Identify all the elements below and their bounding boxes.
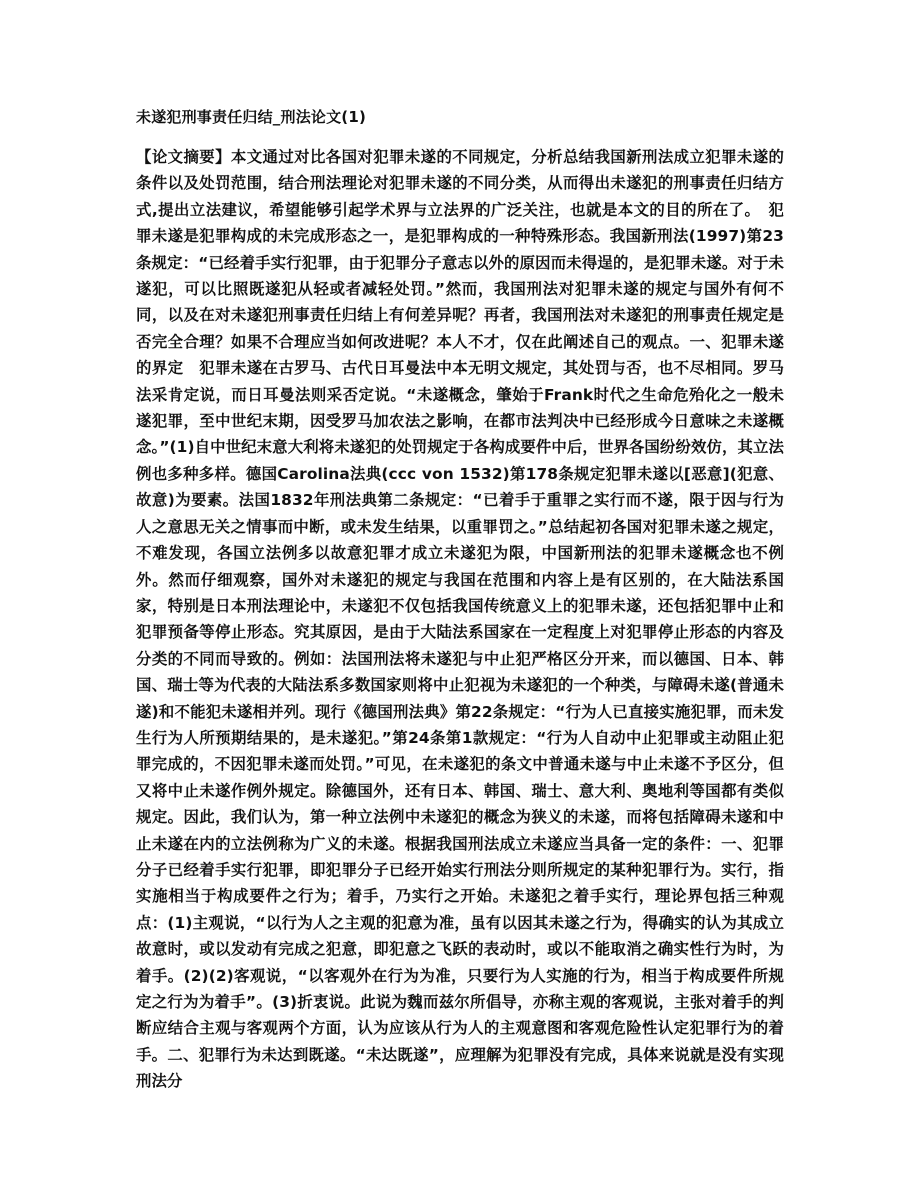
document-page <box>136 104 784 1095</box>
document-body: 【论文摘要】本文通过对比各国对犯罪未遂的不同规定，分析总结我国新刑法成立犯罪未遂的条件以及处罚范围，结合刑法理论对犯罪未遂的不同分类，从而得出未遂犯的刑事责任归结方式,提出立法建议，希望能够引起学术界与立法界的广泛关注，也就是本文的目的所在了。 犯罪未遂是犯罪构成的未完成形态之一，是犯罪构成的一种特殊形态。我国新刑法(1997)第23条规定：“已经着手实行犯罪，由于犯罪分子意志以外的原因而未得逞的，是犯罪未遂。对于未遂犯，可以比照既遂犯从轻或者减轻处罚。”然而，我国刑法对犯罪未遂的规定与国外有何不同，以及在对未遂犯刑事责任归结上有何差异呢？再者，我国刑法对未遂犯的刑事责任规定是否完全合理？如果不合理应当如何改进呢？本人不才，仅在此阐述自己的观点。一、犯罪未遂的界定 犯罪未遂在古罗马、古代日耳曼法中本无明文规定，其处罚与否，也不尽相同。罗马法采肯定说，而日耳曼法则采否定说。“未遂概念，肇始于Frank时代之生命危殆化之一般未遂犯罪，至中世纪末期，因受罗马加农法之影响，在都市法判决中已经形成今日意味之未遂概念。”(1)自中世纪末意大利将未遂犯的处罚规定于各构成要件中后，世界各国纷纷效仿，其立法例也多种多样。德国Carolina法典(ccc von 1532)第178条规定犯罪未遂以[恶意](犯意、故意)为要素。法国1832年刑法典第二条规定：“已着手于重罪之实行而不遂，限于因与行为人之意思无关之情事而中断，或未发生结果，以重罪罚之。”总结起初各国对犯罪未遂之规定，不难发现，各国立法例多以故意犯罪才成立未遂犯为限，中国新刑法的犯罪未遂概念也不例外。然而仔细观察，国外对未遂犯的规定与我国在范围和内容上是有区别的，在大陆法系国家，特别是日本刑法理论中，未遂犯不仅包括我国传统意义上的犯罪未遂，还包括犯罪中止和犯罪预备等停止形态。究其原因，是由于大陆法系国家在一定程度上对犯罪停止形态的内容及分类的不同而导致的。例如：法国刑法将未遂犯与中止犯严格区分开来，而以德国、日本、韩国、瑞士等为代表的大陆法系多数国家则将中止犯视为未遂犯的一个种类，与障碍未遂(普通未遂)和不能犯未遂相并列。现行《德国刑法典》第22条规定：“行为人已直接实施犯罪，而未发生行为人所预期结果的，是未遂犯。”第24条第1款规定：“行为人自动中止犯罪或主动阻止犯罪完成的，不因犯罪未遂而处罚。”可见，在未遂犯的条文中普通未遂与中止未遂不予区分，但又将中止未遂作例外规定。除德国外，还有日本、韩国、瑞士、意大利、奥地利等国都有类似规定。因此，我们认为，第一种立法例中未遂犯的概念为狭义的未遂，而将包括障碍未遂和中止未遂在内的立法例称为广义的未遂。根据我国刑法成立未遂应当具备一定的条件：一、犯罪分子已经着手实行犯罪，即犯罪分子已经开始实行刑法分则所规定的某种犯罪行为。实行，指实施相当于构成要件之行为；着手，乃实行之开始。未遂犯之着手实行，理论界包括三种观点：(1)主观说，“以行为人之主观的犯意为准，虽有以因其未遂之行为，得确实的认为其成立故意时，或以发动有完成之犯意，即犯意之飞跃的表动时，或以不能取消之确实性行为时，为着手。(2)(2)客观说，“以客观外在行为为准，只要行为人实施的行为，相当于构成要件所规定之行为为着手”。(3)折衷说。此说为魏而兹尔所倡导，亦称主观的客观说，主张对着手的判断应结合主观与客观两个方面，认为应该从行为人的主观意图和客观危险性认定犯罪行为的着手。二、犯罪行为未达到既遂。“未达既遂”，应理解为犯罪没有完成，具体来说就是没有实现刑法分 <box>136 148 784 1091</box>
document-title: 未遂犯刑事责任归结_刑法论文(1) <box>136 108 367 126</box>
